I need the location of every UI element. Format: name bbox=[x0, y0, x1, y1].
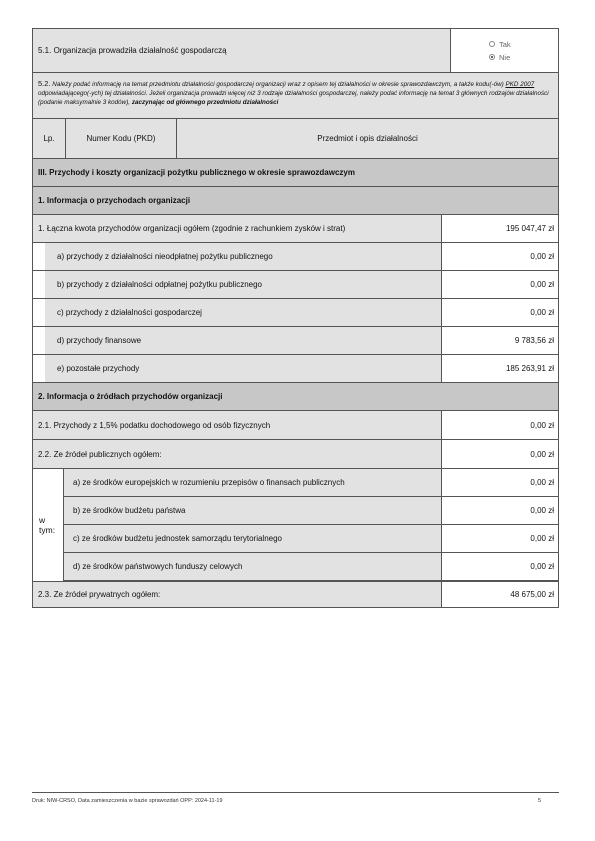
public-sources-items bbox=[63, 469, 558, 581]
revenue-item-row bbox=[32, 299, 559, 327]
public-source-item-label: c) ze środków budżetu jednostek samorządu terytorialnego bbox=[64, 525, 441, 552]
public-source-item-row bbox=[64, 553, 558, 581]
public-sources-breakdown bbox=[32, 469, 559, 581]
revenue-item-value: 0,00 zł bbox=[441, 243, 558, 270]
public-source-item-value: 0,00 zł bbox=[441, 553, 558, 580]
pkd-table-header bbox=[32, 119, 559, 159]
section-5-2-row bbox=[32, 73, 559, 119]
tax-revenue-row bbox=[32, 411, 559, 440]
public-sources-label: 2.2. Ze źródeł publicznych ogółem: bbox=[33, 440, 441, 468]
pkd-link[interactable]: PKD 2007 bbox=[505, 81, 535, 88]
revenue-item-label: d) przychody finansowe bbox=[45, 327, 441, 354]
section-5-2-prefix: 5.2. bbox=[38, 79, 51, 88]
section-3-title-row bbox=[32, 159, 559, 187]
revenue-item-value: 9 783,56 zł bbox=[441, 327, 558, 354]
radio-nie-label: Nie bbox=[499, 52, 511, 62]
radio-tak-icon bbox=[489, 41, 495, 47]
radio-tak[interactable] bbox=[489, 40, 511, 49]
page-footer bbox=[32, 792, 559, 804]
section-5-1-row bbox=[32, 28, 559, 73]
revenue-item-label: a) przychody z działalności nieodpłatnej pożytku publicznego bbox=[45, 243, 441, 270]
radio-nie[interactable] bbox=[489, 53, 510, 62]
col-lp: Lp. bbox=[43, 134, 55, 143]
revenue-item-label: e) pozostałe przychody bbox=[45, 355, 441, 382]
revenue-item-row bbox=[32, 327, 559, 355]
tax-revenue-label: 2.1. Przychody z 1,5% podatku dochodowego od osób fizycznych bbox=[33, 411, 441, 439]
total-revenue-row bbox=[32, 215, 559, 243]
revenue-item-value: 185 263,91 zł bbox=[441, 355, 558, 382]
section-5-2-instructions bbox=[33, 73, 558, 118]
public-sources-row bbox=[32, 440, 559, 469]
footer-print-info: Druk: NIW-CRSO, Data zamieszczenia w bazie sprawozdań OPP: 2024-11-19 bbox=[32, 798, 223, 804]
public-source-item-value: 0,00 zł bbox=[441, 525, 558, 552]
section-5-2-text2: odpowiadającego(-ych) tej działalności. Jeżeli organizacja prowadzi więcej niż 3 rodzaje działalności gospodarczej, należy podać informację na temat 3 głównych rodzajów działalności (podanie maksymalnie 3 kodów), bbox=[38, 90, 549, 106]
revenue-info-title-row bbox=[32, 187, 559, 215]
private-sources-value: 48 675,00 zł bbox=[441, 582, 558, 607]
revenue-item-label: b) przychody z działalności odpłatnej pożytku publicznego bbox=[45, 271, 441, 298]
public-source-item-row bbox=[64, 469, 558, 497]
revenue-item-label: c) przychody z działalności gospodarczej bbox=[45, 299, 441, 326]
public-sources-value: 0,00 zł bbox=[441, 440, 558, 468]
public-source-item-value: 0,00 zł bbox=[441, 497, 558, 524]
private-sources-label: 2.3. Ze źródeł prywatnych ogółem: bbox=[33, 582, 441, 607]
section-3-title: III. Przychody i koszty organizacji pożytku publicznego w okresie sprawozdawczym bbox=[38, 168, 355, 177]
section-5-2-text-bold: zaczynając od głównego przedmiotu działalności bbox=[131, 99, 279, 106]
radio-tak-label: Tak bbox=[499, 39, 511, 49]
private-sources-row bbox=[32, 581, 559, 608]
col-activity-description: Przedmiot i opis działalności bbox=[176, 119, 558, 158]
col-pkd-code: Numer Kodu (PKD) bbox=[65, 119, 176, 158]
total-revenue-label: 1. Łączna kwota przychodów organizacji ogółem (zgodnie z rachunkiem zysków i strat) bbox=[33, 215, 441, 242]
public-source-item-row bbox=[64, 497, 558, 525]
revenue-item-row bbox=[32, 271, 559, 299]
radio-nie-selected-icon bbox=[489, 54, 495, 60]
public-source-item-label: d) ze środków państwowych funduszy celowych bbox=[64, 553, 441, 580]
section-5-1-label: 5.1. Organizacja prowadziła działalność gospodarczą bbox=[38, 46, 227, 55]
public-source-item-value: 0,00 zł bbox=[441, 469, 558, 496]
revenue-item-row bbox=[32, 355, 559, 383]
sources-title-row bbox=[32, 383, 559, 411]
tax-revenue-value: 0,00 zł bbox=[441, 411, 558, 439]
revenue-info-title: 1. Informacja o przychodach organizacji bbox=[38, 196, 191, 205]
section-5-2-text1: Należy podać informację na temat przedmiotu działalności gospodarczej organizacji wraz z opisem tej działalności w okresie sprawozdawczym, a także kodu(-ów) bbox=[52, 81, 506, 88]
revenue-item-row bbox=[32, 243, 559, 271]
total-revenue-value: 195 047,47 zł bbox=[441, 215, 558, 242]
public-source-item-label: b) ze środków budżetu państwa bbox=[64, 497, 441, 524]
public-source-item-label: a) ze środków europejskich w rozumieniu przepisów o finansach publicznych bbox=[64, 469, 441, 496]
business-activity-options bbox=[450, 29, 558, 72]
public-source-item-row bbox=[64, 525, 558, 553]
page-number: 5 bbox=[537, 798, 541, 804]
w-tym-label: w tym: bbox=[39, 515, 56, 535]
report-page bbox=[32, 28, 559, 608]
revenue-item-value: 0,00 zł bbox=[441, 271, 558, 298]
revenue-item-value: 0,00 zł bbox=[441, 299, 558, 326]
sources-title: 2. Informacja o źródłach przychodów organizacji bbox=[38, 392, 223, 401]
